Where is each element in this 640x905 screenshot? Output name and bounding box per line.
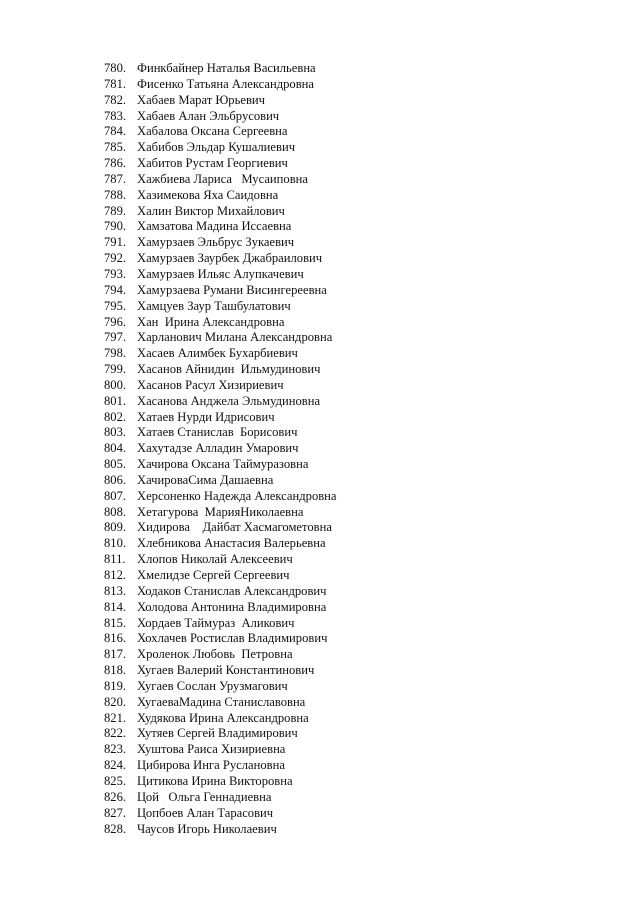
entry-name: Холодова Антонина Владимировна [137,599,327,614]
entry-number: 825. [104,773,127,788]
list-item [104,663,337,679]
list-item [104,172,337,188]
entry-name: Хидирова Дайбат Хасмагометовна [137,520,332,535]
list-item [104,695,337,711]
entry-number: 794. [104,282,127,297]
list-item [104,267,337,283]
entry-name: Хамурзаев Ильяс Алупкачевич [137,266,304,281]
entry-name: Цой Ольга Геннадиевна [137,789,272,804]
entry-number: 780. [104,61,127,75]
entry-name: Хасаев Алимбек Бухарбиевич [137,346,298,361]
entry-name: Хахутадзе Алладин Умарович [137,441,299,456]
entry-name: Хабитов Рустам Георгиевич [137,156,288,171]
entry-number: 790. [104,219,127,234]
list-item [104,156,337,172]
entry-number: 826. [104,789,127,804]
entry-name: Хатаев Станислав Борисович [137,425,298,440]
entry-number: 827. [104,805,127,820]
entry-number: 814. [104,599,127,614]
entry-name: Хабибов Эльдар Кушалиевич [137,140,296,155]
entry-number: 823. [104,742,127,757]
list-item [104,790,337,806]
list-item [104,536,337,552]
entry-name: Хлопов Николай Алексеевич [137,552,293,567]
entry-number: 786. [104,156,127,171]
list-item [104,188,337,204]
entry-name: Хетагурова МарияНиколаевна [137,504,304,519]
entry-name: Хасанов Расул Хизириевич [137,377,284,392]
list-item [104,124,337,140]
entry-name: Фисенко Татьяна Александровна [137,76,314,91]
entry-number: 813. [104,583,127,598]
entry-number: 801. [104,393,127,408]
list-item [104,600,337,616]
list-item [104,505,337,521]
entry-name: Хроленок Любовь Петровна [137,647,293,662]
entry-name: Хатаев Нурди Идрисович [137,409,275,424]
entry-number: 808. [104,504,127,519]
entry-name: Хамурзаев Эльбрус Зукаевич [137,235,295,250]
entry-name: Хачирова Оксана Таймуразовна [137,457,309,472]
entry-number: 821. [104,710,127,725]
list-item [104,251,337,267]
entry-number: 793. [104,266,127,281]
entry-number: 804. [104,441,127,456]
entry-name: Хан Ирина Александровна [137,314,285,329]
list-item [104,742,337,758]
entry-number: 796. [104,314,127,329]
entry-number: 797. [104,330,127,345]
entry-number: 822. [104,726,127,741]
list-item [104,315,337,331]
entry-number: 809. [104,520,127,535]
entry-name: Хугаев Валерий Константинович [137,663,315,678]
list-item [104,489,337,505]
entry-number: 817. [104,647,127,662]
entry-number: 820. [104,694,127,709]
entry-number: 799. [104,362,127,377]
list-item [104,346,337,362]
entry-name: Хохлачев Ростислав Владимирович [137,631,328,646]
entry-number: 805. [104,457,127,472]
entry-name: Хордаев Таймураз Аликович [137,615,295,630]
list-item [104,283,337,299]
entry-number: 789. [104,203,127,218]
entry-name: Херсоненко Надежда Александровна [137,488,337,503]
list-item [104,330,337,346]
entry-number: 791. [104,235,127,250]
list-item [104,410,337,426]
entry-name: ХугаеваМадина Станиславовна [137,694,306,709]
list-item [104,140,337,156]
list-item [104,711,337,727]
entry-number: 787. [104,171,127,186]
list-item [104,219,337,235]
entry-number: 811. [104,552,126,567]
entry-name: Халин Виктор Михайлович [137,203,285,218]
entry-name: Хутяев Сергей Владимирович [137,726,298,741]
entry-name: Чаусов Игорь Николаевич [137,821,277,836]
list-item [104,457,337,473]
entry-number: 795. [104,298,127,313]
entry-number: 802. [104,409,127,424]
entry-number: 783. [104,108,127,123]
entry-name: Хуштова Раиса Хизириевна [137,742,286,757]
entry-number: 782. [104,92,127,107]
entry-number: 781. [104,76,127,91]
list-item [104,378,337,394]
entry-number: 792. [104,251,127,266]
entry-name: Хамцуев Заур Ташбулатович [137,298,291,313]
entry-number: 800. [104,377,127,392]
entry-number: 816. [104,631,127,646]
list-item [104,774,337,790]
entry-number: 807. [104,488,127,503]
list-item [104,93,337,109]
entry-name: Хажбиева Лариса Мусаиповна [137,171,308,186]
entry-number: 798. [104,346,127,361]
entry-name: Хмелидзе Сергей Сергеевич [137,568,290,582]
entry-number: 815. [104,615,127,630]
entry-name: Хугаев Сослан Урузмагович [137,678,288,693]
entry-name: Хазимекова Яха Саидовна [137,187,279,202]
entry-name: Худякова Ирина Александровна [137,710,309,725]
list-item [104,425,337,441]
list-item [104,726,337,742]
entry-number: 812. [104,568,127,582]
entry-name: Хамурзаев Заурбек Джабраилович [137,251,323,266]
entry-number: 824. [104,758,127,773]
list-item [104,552,337,568]
list-item [104,441,337,457]
list-item [104,584,337,600]
entry-name: Ходаков Станислав Александрович [137,583,327,598]
entry-number: 810. [104,536,127,551]
entry-name: Цитикова Ирина Викторовна [137,773,293,788]
entry-number: 803. [104,425,127,440]
entry-number: 788. [104,187,127,202]
list-item [104,631,337,647]
entry-name: Хамзатова Мадина Иссаевна [137,219,292,234]
list-item [104,204,337,220]
list-item [104,473,337,489]
list-item [104,299,337,315]
entry-name: Хасанова Анджела Эльмудиновна [137,393,321,408]
entry-name: Финкбайнер Наталья Васильевна [137,61,316,75]
list-item [104,520,337,536]
entry-name: Хабалова Оксана Сергеевна [137,124,288,139]
list-item [104,616,337,632]
entry-name: Хамурзаева Румани Висингереевна [137,282,327,297]
list-item [104,61,337,77]
list-item [104,822,337,838]
list-item [104,647,337,663]
list-item [104,77,337,93]
entry-name: Хабаев Марат Юрьевич [137,92,265,107]
entry-name: Хасанов Айнидин Ильмудинович [137,362,321,377]
entry-name: Хабаев Алан Эльбрусович [137,108,280,123]
name-list [104,61,337,837]
list-item [104,679,337,695]
entry-number: 806. [104,472,127,487]
entry-name: Цибирова Инга Руслановна [137,758,285,773]
entry-name: Хлебникова Анастасия Валерьевна [137,536,326,551]
list-item [104,806,337,822]
entry-name: Цопбоев Алан Тарасович [137,805,274,820]
entry-number: 784. [104,124,127,139]
entry-name: ХачироваСима Дашаевна [137,472,274,487]
entry-number: 828. [104,821,127,836]
list-item [104,109,337,125]
entry-name: Харланович Милана Александровна [137,330,333,345]
list-item [104,362,337,378]
entry-number: 819. [104,678,127,693]
list-item [104,758,337,774]
entry-number: 818. [104,663,127,678]
list-item [104,235,337,251]
list-item [104,394,337,410]
entry-number: 785. [104,140,127,155]
list-item [104,568,337,584]
